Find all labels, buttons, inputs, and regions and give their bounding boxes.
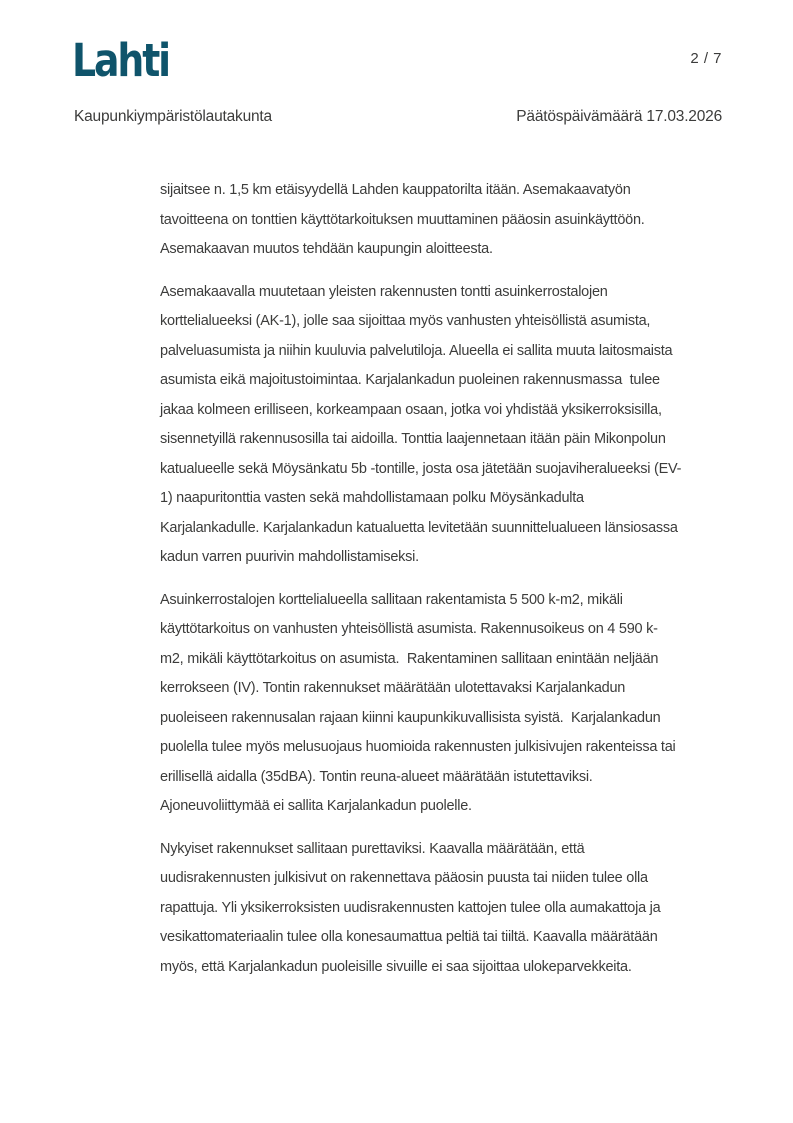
text-line: kadun varren puurivin mahdollistamiseksi. [160,549,419,565]
lahti-logo: Lahti [72,34,170,87]
paragraph-1 [160,176,745,265]
text-line: Karjalankadulle. Karjalankadun katualuetta levitetään suunnittelualueen länsiosassa [160,519,678,536]
paragraph-2 [160,278,745,573]
decision-date: Päätöspäivämäärä 17.03.2026 [516,108,722,125]
text-line: asumista eikä majoitustoimintaa. Karjalankadun puoleinen rakennusmassa tulee [160,372,660,388]
text-line: Asuinkerrostalojen korttelialueella sallitaan rakentamista 5 500 k-m2, mikäli [160,591,623,608]
text-line: uudisrakennusten julkisivut on rakennettava pääosin puusta tai niiden tulee olla [160,870,648,886]
text-line: Nykyiset rakennukset sallitaan purettaviksi. Kaavalla määrätään, että [160,840,585,857]
paragraph-3 [160,586,745,822]
text-line: sisennetyillä rakennusosilla tai aidoilla. Tonttia laajennetaan itään päin Mikonpolun [160,431,666,447]
page-number: 2 / 7 [690,50,722,67]
text-line: sijaitsee n. 1,5 km etäisyydellä Lahden kauppatorilta itään. Asemakaavatyön [160,182,631,198]
text-line: kerrokseen (IV). Tontin rakennukset määrätään ulotettavaksi Karjalankadun [160,680,626,696]
text-line: tavoitteena on tonttien käyttötarkoituksen muuttaminen pääosin asuinkäyttöön. [160,211,645,228]
text-line: korttelialueeksi (AK-1), jolle saa sijoittaa myös vanhusten yhteisöllistä asumista, [160,313,651,329]
text-line: puolella tulee myös melusuojaus huomioida rakennusten julkisivujen rakenteissa tai [160,739,676,755]
text-line: katualueelle sekä Möysänkatu 5b -tontille, josta osa jätetään suojaviheralueeksi (EV- [160,460,682,477]
text-line: puoleiseen rakennusalan rajaan kiinni kaupunkikuvallisista syistä. Karjalankadun [160,709,661,726]
document-body [160,176,745,982]
text-line: Asemakaavan muutos tehdään kaupungin aloitteesta. [160,241,493,257]
paragraph-4 [160,835,745,983]
text-line: käyttötarkoitus on vanhusten yhteisöllistä asumista. Rakennusoikeus on 4 590 k- [160,621,658,637]
text-line: erillisellä aidalla (35dBA). Tontin reuna-alueet määrätään istutettaviksi. [160,768,593,785]
text-line: rapattuja. Yli yksikerroksisten uudisrakennusten kattojen tulee olla aumakattoja ja [160,899,661,916]
text-line: Asemakaavalla muutetaan yleisten rakennusten tontti asuinkerrostalojen [160,283,608,300]
committee-name: Kaupunkiympäristölautakunta [74,108,272,125]
text-line: palveluasumista ja niihin kuuluvia palvelutiloja. Alueella ei sallita muuta laitosmaista [160,342,673,359]
text-line: 1) naapuritonttia vasten sekä mahdollistamaan polku Möysänkadulta [160,490,584,506]
text-line: m2, mikäli käyttötarkoitus on asumista. Rakentaminen sallitaan enintään neljään [160,650,659,667]
text-line: vesikattomateriaalin tulee olla konesaumattua peltiä tai tiiltä. Kaavalla määrätään [160,929,658,945]
text-line: jakaa kolmeen erilliseen, korkeampaan osaan, jotka voi yhdistää yksikerroksisilla, [160,401,662,418]
text-line: myös, että Karjalankadun puoleisille sivuille ei saa sijoittaa ulokeparvekkeita. [160,958,632,975]
text-line: Ajoneuvoliittymää ei sallita Karjalankadun puolelle. [160,798,472,814]
